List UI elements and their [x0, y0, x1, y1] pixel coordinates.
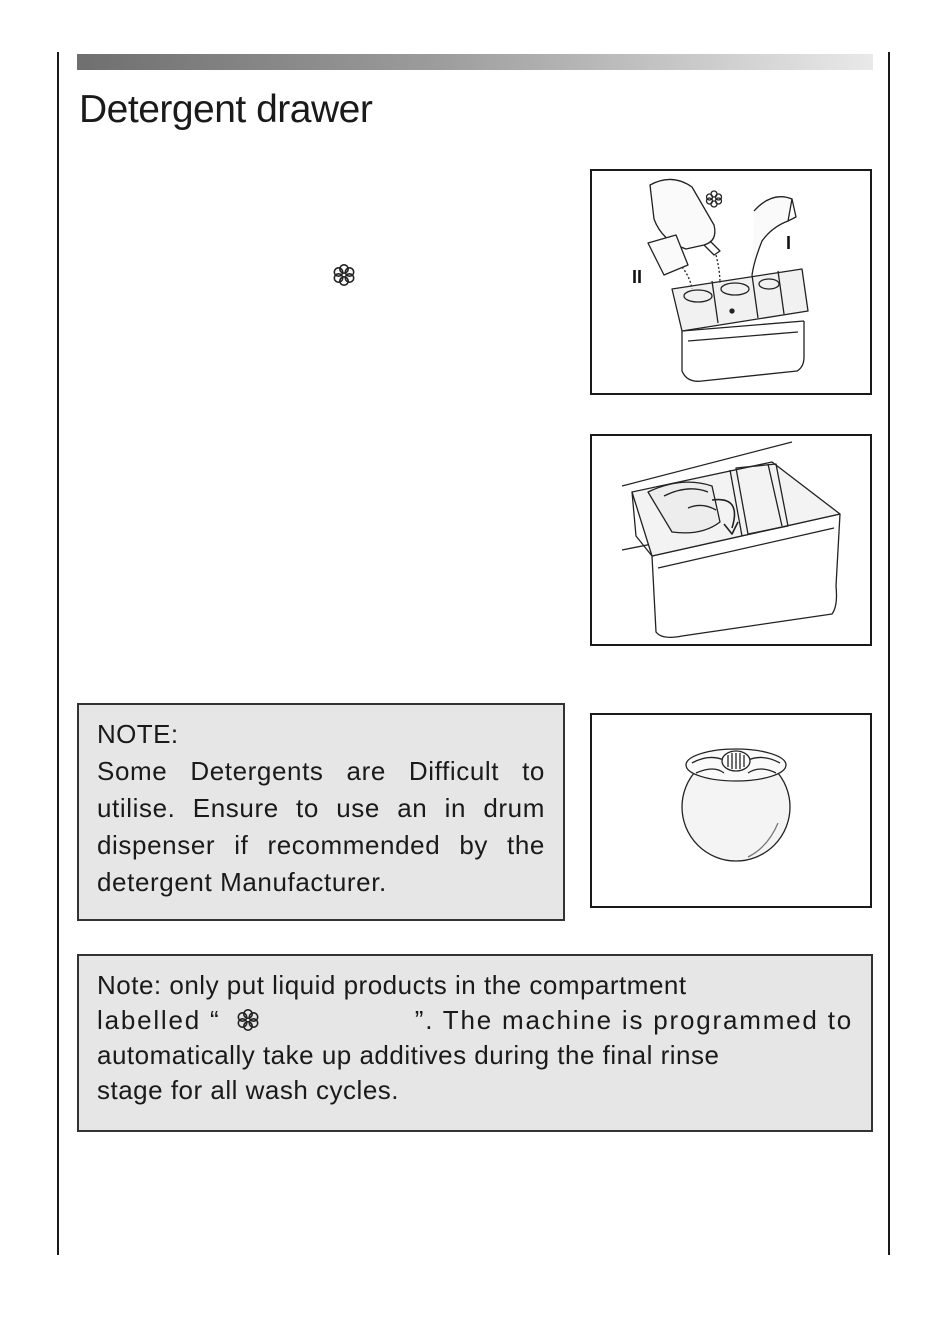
liquid-note-box: [77, 954, 873, 1132]
liquid-note-line-4: [97, 1073, 853, 1108]
figure-pouring-detergent: [590, 169, 872, 395]
liquid-note-line-4-text: stage for all wash cycles.: [97, 1075, 400, 1105]
liquid-note-line-1-text: Note: only put liquid products in the compartment: [97, 970, 687, 1000]
liquid-note-line-3: [97, 1038, 853, 1073]
liquid-note-line-2: [97, 1003, 853, 1038]
liquid-note-line-1: [97, 968, 853, 1003]
figure-drawer-insert: [590, 434, 872, 646]
page-title: Detergent drawer: [79, 88, 373, 131]
liquid-note-line-2-start: [97, 1003, 275, 1038]
compartment-label-i: I: [786, 233, 792, 253]
compartment-label-ii: II: [632, 267, 643, 287]
figure-dispenser-ball: [590, 713, 872, 908]
note-body: Some Detergents are Difficult to utilise. Ensure to use an in drum dispenser if recommended by the detergent Manufacturer.: [97, 756, 545, 897]
liquid-note-labelled-text: labelled “: [97, 1005, 221, 1035]
right-margin-line: [888, 52, 890, 1255]
drawer-insert-illustration: [592, 436, 870, 644]
note-heading: NOTE:: [97, 719, 179, 749]
header-bar: [77, 54, 873, 70]
liquid-note-line-2-end: ”. The machine is programmed to: [414, 1005, 853, 1035]
note-box: [77, 703, 565, 921]
drawer-pouring-illustration: [592, 171, 870, 393]
flower-icon: [235, 1007, 261, 1033]
left-margin-line: [57, 52, 59, 1255]
liquid-note-line-3-text: automatically take up additives during the final rinse: [97, 1040, 720, 1070]
dispenser-ball-icon: [592, 715, 870, 906]
flower-icon: [331, 262, 357, 288]
